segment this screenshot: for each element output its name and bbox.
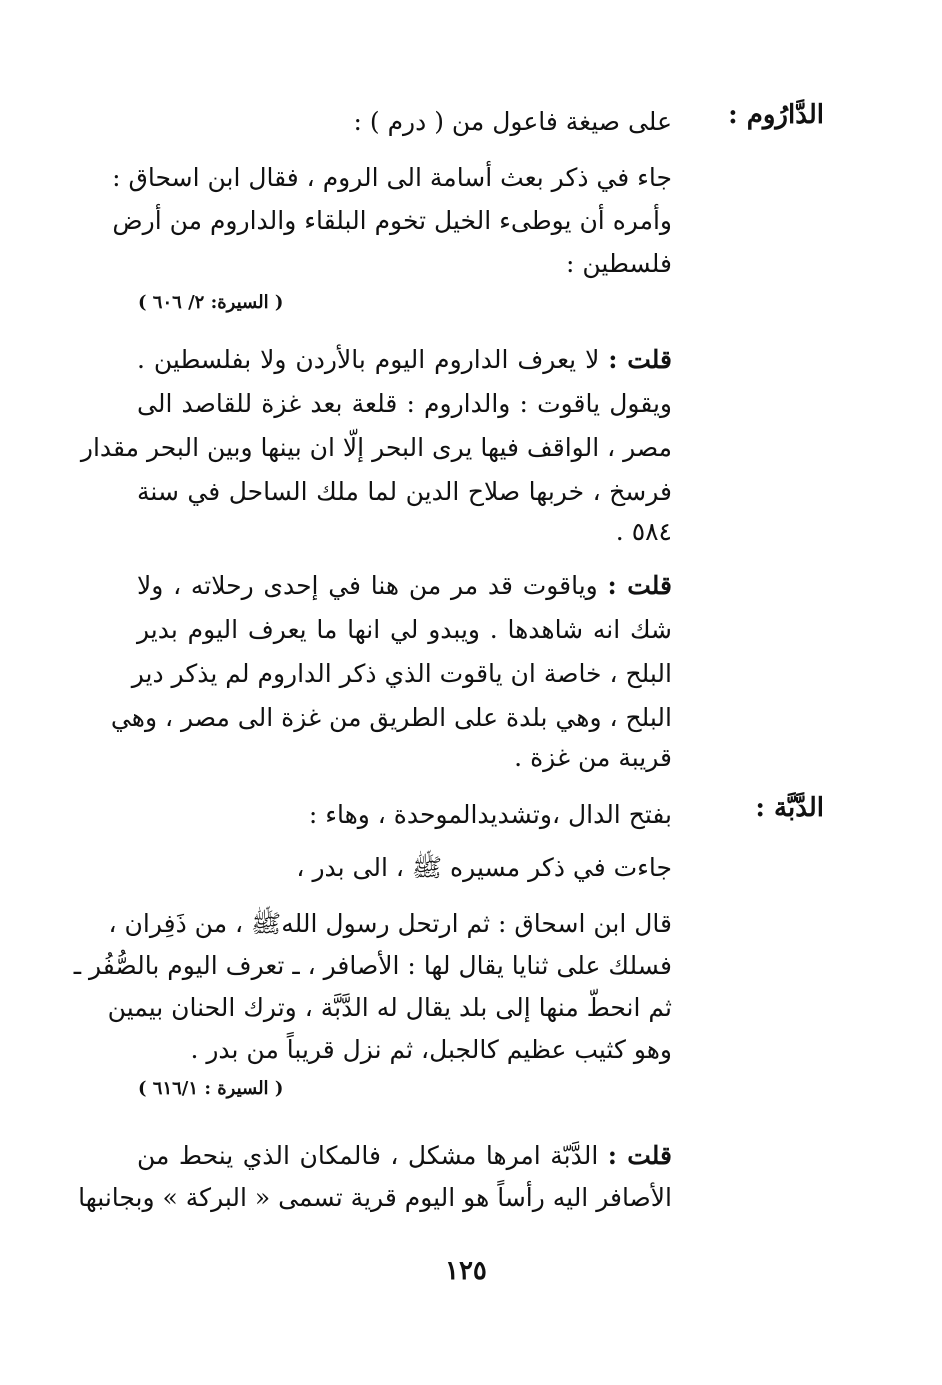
note-label: قلت :	[607, 571, 672, 600]
quote-line: ثم انحطّ منها إلى بلد يقال له الدَّبَّة ، وترك الحنان بيمين	[107, 993, 672, 1022]
note-text: وياقوت قد مر من هنا في إحدى رحلاته ، ولا	[137, 571, 598, 600]
entry-definition-dabba: بفتح الدال ،وتشديدالموحدة ، وهاء :	[308, 800, 672, 829]
source-citation: ( السيرة : ٦١٦/١ )	[138, 1078, 284, 1099]
note-text: لا يعرف الداروم اليوم بالأردن ولا بفلسطين .	[137, 345, 600, 374]
note-line: ٥٨٤ .	[615, 517, 672, 546]
entry-headword-dabba: الدَّبَّة :	[755, 793, 824, 823]
entry-headword-darum: الدَّارُوم :	[728, 100, 824, 130]
note-line: ويقول ياقوت : والداروم : قلعة بعد غزة للقاصد الى	[137, 389, 672, 418]
note-line: شك انه شاهدها . ويبدو لي انها ما يعرف اليوم بدير	[137, 615, 672, 644]
quote-line: فسلك على ثنايا يقال لها : الأصافر ، ـ تعرف اليوم بالصُّفُر ـ	[73, 951, 672, 980]
note-label: قلت :	[608, 345, 672, 374]
note-line	[137, 1136, 672, 1176]
note-line: مصر ، الواقف فيها يرى البحر إلّا ان بينها وبين البحر مقدار	[80, 433, 672, 462]
source-citation: ( السيرة: ٢/ ٦٠٦ )	[138, 292, 284, 313]
note-line: فرسخ ، خربها صلاح الدين لما ملك الساحل في سنة	[137, 477, 672, 506]
page-number: ١٢٥	[445, 1256, 487, 1286]
quote-line: جاء في ذكر بعث أسامة الى الروم ، فقال ابن اسحاق :	[112, 163, 672, 192]
note-line: البلح ، وهي بلدة على الطريق من غزة الى مصر ، وهي	[110, 703, 672, 732]
quote-line: وأمره أن يوطىء الخيل تخوم البلقاء والداروم من أرض	[112, 206, 672, 235]
note-line: قريبة من غزة .	[514, 743, 672, 772]
note-line	[137, 566, 672, 606]
note-line: الأصافر اليه رأساً هو اليوم قرية تسمى « البركة » وبجانبها	[78, 1183, 672, 1212]
entry-definition-darum: على صيغة فاعول من ( درم ) :	[353, 107, 672, 136]
note-line: البلح ، خاصة ان ياقوت الذي ذكر الداروم لم يذكر دير	[131, 659, 672, 688]
quote-line: قال ابن اسحاق : ثم ارتحل رسول اللهﷺ ، من ذَفِران ،	[108, 909, 672, 938]
quote-line: فلسطين :	[566, 249, 672, 278]
entry-intro: جاءت في ذكر مسيره ﷺ ، الى بدر ،	[296, 853, 672, 882]
note-line	[137, 340, 672, 380]
note-text: الدَّبّة امرها مشكل ، فالمكان الذي ينحط من	[137, 1141, 599, 1170]
note-label: قلت :	[607, 1141, 673, 1170]
quote-line: وهو كثيب عظيم كالجبل، ثم نزل قريباً من بدر .	[190, 1035, 672, 1064]
